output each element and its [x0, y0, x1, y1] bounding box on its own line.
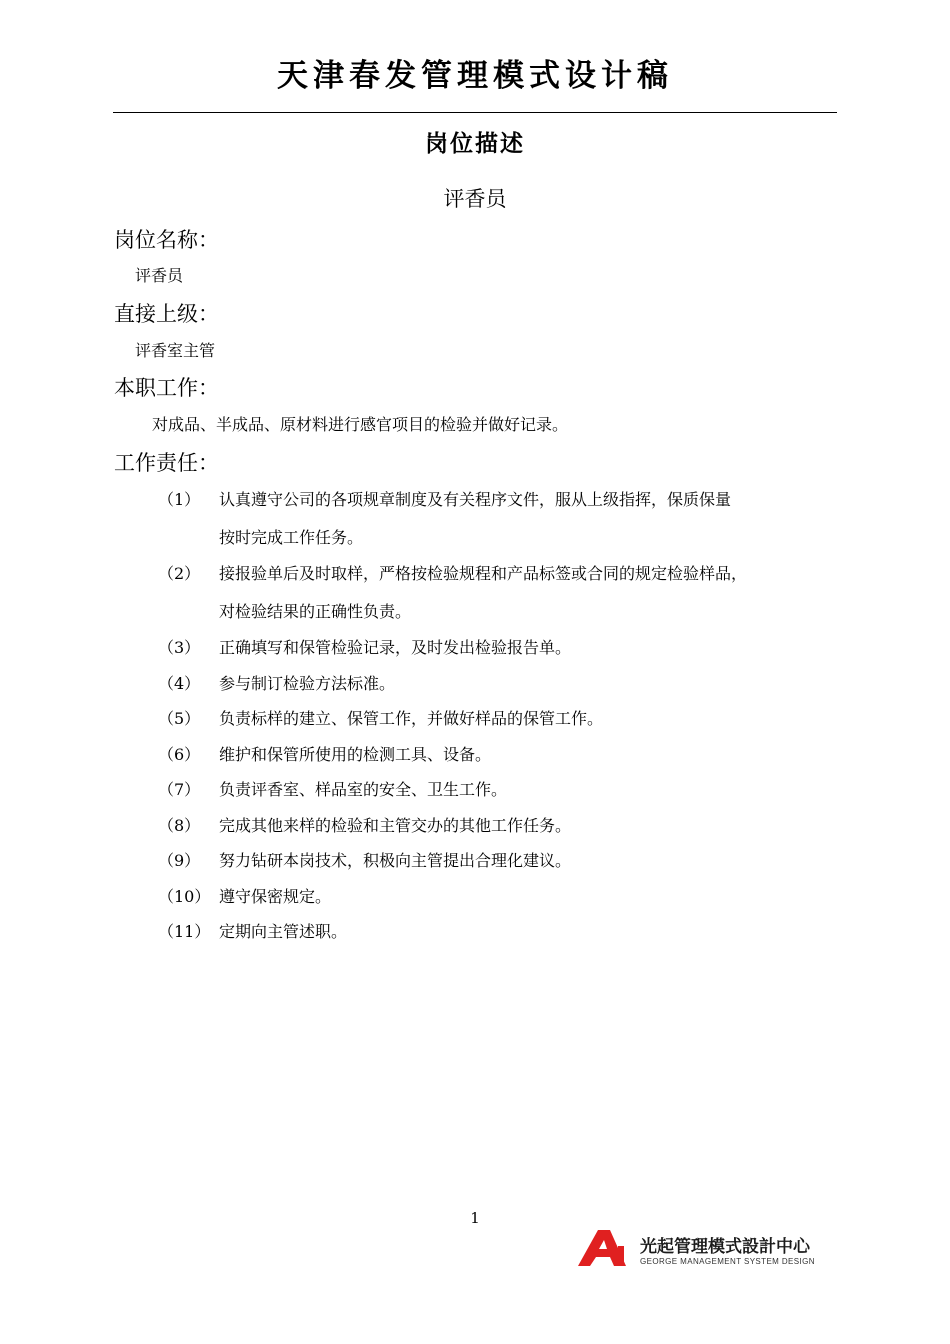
- duty-text-continued: 对检验结果的正确性负责。: [219, 602, 412, 621]
- duty-text: 遵守保密规定。: [219, 887, 332, 906]
- logo-a-icon: [576, 1228, 632, 1268]
- duty-text: 维护和保管所使用的检测工具、设备。: [219, 745, 492, 764]
- footer-logo: [576, 1228, 838, 1272]
- duty-number: （4）: [158, 674, 201, 693]
- duty-number: （2）: [158, 564, 201, 583]
- duty-number: （7）: [158, 780, 201, 799]
- position-name-value: 评香员: [135, 266, 184, 285]
- main-work-heading: 本职工作：: [114, 376, 219, 400]
- duty-number: （6）: [158, 745, 201, 764]
- duty-text-continued: 按时完成工作任务。: [219, 528, 364, 547]
- duty-number: （11）: [158, 922, 211, 941]
- supervisor-value: 评香室主管: [135, 341, 216, 360]
- logo-chinese-text: 光起管理模式設計中心: [640, 1237, 810, 1257]
- duty-number: （1）: [158, 490, 201, 509]
- duty-number: （3）: [158, 638, 201, 657]
- page-number: 1: [470, 1209, 480, 1227]
- duty-text: 完成其他来样的检验和主管交办的其他工作任务。: [219, 816, 572, 835]
- main-work-text: 对成品、半成品、原材料进行感官项目的检验并做好记录。: [152, 415, 569, 434]
- duty-number: （10）: [158, 887, 211, 906]
- duty-text: 努力钻研本岗技术，积极向主管提出合理化建议。: [219, 851, 572, 870]
- job-title: 评香员: [443, 187, 507, 211]
- duty-text: 接报验单后及时取样，严格按检验规程和产品标签或合同的规定检验样品，: [219, 564, 748, 583]
- duty-number: （9）: [158, 851, 201, 870]
- title-divider: [113, 112, 837, 113]
- duty-number: （8）: [158, 816, 201, 835]
- duty-text: 参与制订检验方法标准。: [219, 674, 396, 693]
- duty-text: 正确填写和保管检验记录，及时发出检验报告单。: [219, 638, 572, 657]
- logo-english-text: GEORGE MANAGEMENT SYSTEM DESIGN: [640, 1257, 815, 1266]
- supervisor-heading: 直接上级：: [114, 302, 219, 326]
- position-name-heading: 岗位名称：: [114, 228, 219, 252]
- duty-text: 定期向主管述职。: [219, 922, 348, 941]
- duty-text: 认真遵守公司的各项规章制度及有关程序文件，服从上级指挥，保质保量: [219, 490, 732, 509]
- duty-text: 负责标样的建立、保管工作，并做好样品的保管工作。: [219, 709, 604, 728]
- duties-heading: 工作责任：: [114, 451, 219, 475]
- duty-text: 负责评香室、样品室的安全、卫生工作。: [219, 780, 508, 799]
- duty-number: （5）: [158, 709, 201, 728]
- section-title: 岗位描述: [425, 131, 525, 157]
- document-title: 天津春发管理模式设计稿: [277, 58, 673, 94]
